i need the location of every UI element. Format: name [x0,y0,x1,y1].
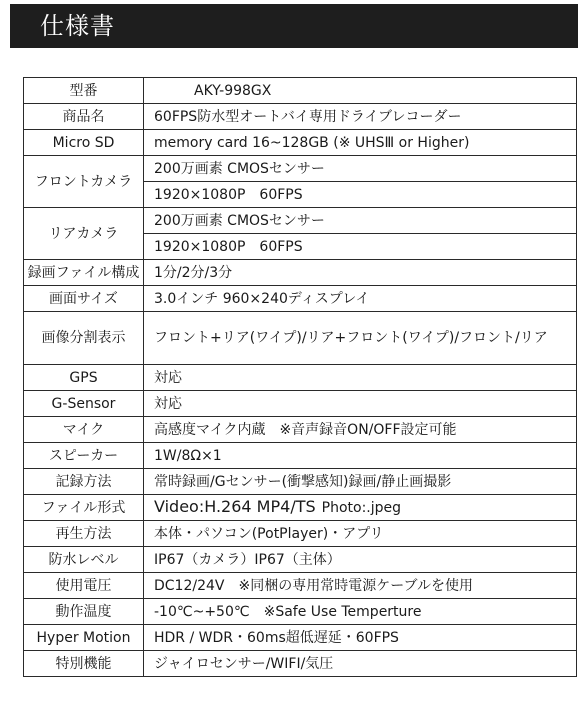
row-label: 再生方法 [24,521,144,547]
file-format-photo: Photo:.jpeg [321,500,402,516]
row-value: ジャイロセンサー/WIFI/気圧 [144,651,577,677]
row-label: 使用電圧 [24,573,144,599]
row-value [144,495,577,521]
row-value: HDR / WDR・60ms超低遅延・60FPS [144,625,577,651]
row-value: 対応 [144,391,577,417]
row-label: 画像分割表示 [24,312,144,365]
header-bar [10,4,578,48]
table-row [24,208,577,234]
row-label: 商品名 [24,104,144,130]
table-row [24,599,577,625]
table-row [24,469,577,495]
spec-table [23,77,577,677]
row-value: DC12/24V ※同梱の専用常時電源ケーブルを使用 [144,573,577,599]
row-label: フロントカメラ [24,156,144,208]
table-row [24,260,577,286]
table-row [24,417,577,443]
row-value: 3.0インチ 960×240ディスプレイ [144,286,577,312]
row-label: リアカメラ [24,208,144,260]
row-label: 型番 [24,78,144,104]
row-value: 1W/8Ω×1 [144,443,577,469]
row-value: 1分/2分/3分 [144,260,577,286]
table-row [24,573,577,599]
table-row [24,521,577,547]
row-value: 対応 [144,365,577,391]
table-row [24,312,577,365]
table-row [24,391,577,417]
row-value: 60FPS防水型オートバイ専用ドライブレコーダー [144,104,577,130]
row-label: G-Sensor [24,391,144,417]
row-value: 200万画素 CMOSセンサー [144,208,577,234]
table-row [24,156,577,182]
file-format-video: Video:H.264 MP4/TS [154,497,316,516]
row-value: 1920×1080P 60FPS [144,182,577,208]
row-value: memory card 16~128GB (※ UHSⅢ or Higher) [144,130,577,156]
row-value: 常時録画/Gセンサー(衝撃感知)録画/静止画撮影 [144,469,577,495]
row-label: Micro SD [24,130,144,156]
row-value: 高感度マイク内蔵 ※音声録音ON/OFF設定可能 [144,417,577,443]
table-row [24,365,577,391]
row-value: -10℃~+50℃ ※Safe Use Temperture [144,599,577,625]
row-label: 動作温度 [24,599,144,625]
row-label: GPS [24,365,144,391]
row-label: ファイル形式 [24,495,144,521]
table-row [24,443,577,469]
table-row [24,286,577,312]
row-value: AKY-998GX [144,78,577,104]
row-label: Hyper Motion [24,625,144,651]
row-label: 記録方法 [24,469,144,495]
row-label: 画面サイズ [24,286,144,312]
row-value: IP67（カメラ）IP67（主体） [144,547,577,573]
row-label: 録画ファイル構成 [24,260,144,286]
table-row [24,104,577,130]
table-row [24,625,577,651]
row-label: 特別機能 [24,651,144,677]
row-value: 1920×1080P 60FPS [144,234,577,260]
row-label: マイク [24,417,144,443]
table-row [24,130,577,156]
page-title: 仕様書 [40,12,115,40]
row-value: 200万画素 CMOSセンサー [144,156,577,182]
row-value: 本体・パソコン(PotPlayer)・アプリ [144,521,577,547]
table-row [24,651,577,677]
table-row [24,495,577,521]
row-label: 防水レベル [24,547,144,573]
table-row [24,78,577,104]
row-value: フロント+リア(ワイプ)/リア+フロント(ワイプ)/フロント/リア [144,312,577,365]
row-label: スピーカー [24,443,144,469]
table-row [24,547,577,573]
